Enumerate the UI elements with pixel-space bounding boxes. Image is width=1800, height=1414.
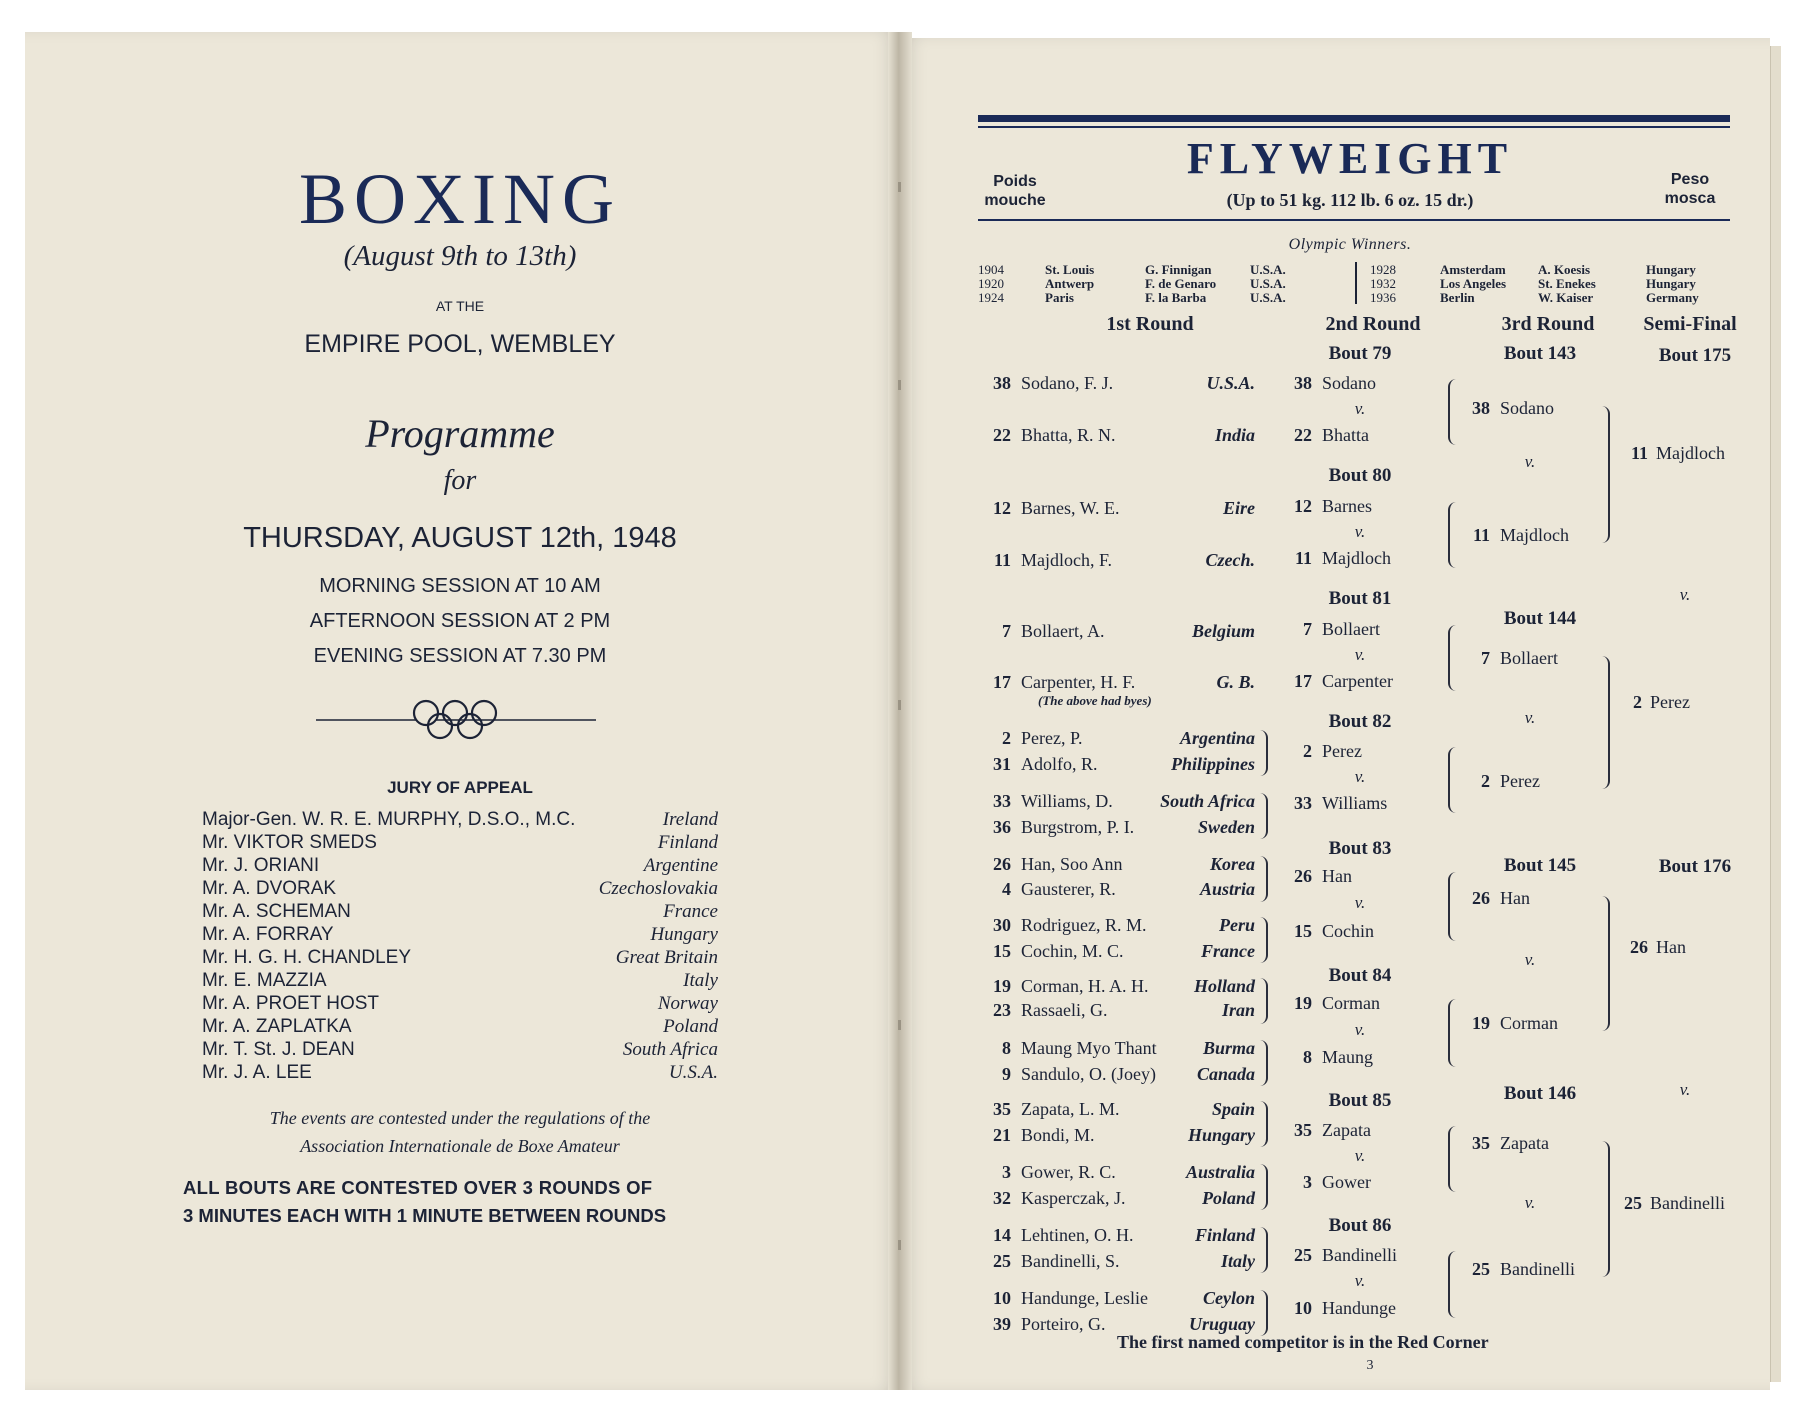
- winner-city: Paris: [1045, 290, 1074, 305]
- competitor-country: Finland: [1194, 1225, 1255, 1245]
- competitor-country: Burma: [1202, 1038, 1255, 1058]
- bout-bracket: [1448, 1126, 1458, 1192]
- competitor-name: Handunge, Leslie: [1021, 1288, 1148, 1308]
- competitor-name: Han, Soo Ann: [1021, 854, 1123, 874]
- olympic-rings-icon: [316, 696, 596, 742]
- pairing-bracket: [1260, 856, 1268, 902]
- pairing-bracket: [1260, 730, 1268, 776]
- jury-member-country: South Africa: [622, 1039, 718, 1060]
- winner-city: Antwerp: [1045, 276, 1095, 291]
- winner-name: F. la Barba: [1145, 290, 1207, 305]
- competitor-country: Ceylon: [1203, 1288, 1255, 1308]
- jury-member-name: Mr. J. A. LEE: [202, 1062, 312, 1083]
- binding-stitch: [898, 380, 901, 390]
- winner-country: Hungary: [1646, 262, 1696, 277]
- french-label: Poids: [993, 173, 1037, 190]
- competitor-number: 26: [1630, 937, 1648, 957]
- bout-label: Bout 176: [1658, 856, 1732, 877]
- jury-member-name: Mr. A. ZAPLATKA: [202, 1016, 352, 1037]
- competitor-number: 17: [993, 672, 1011, 692]
- competitor-number: 11: [1294, 548, 1312, 568]
- winner-country: Hungary: [1646, 276, 1696, 291]
- competitor-country: Iran: [1221, 1000, 1255, 1020]
- programme-date: THURSDAY, AUGUST 12th, 1948: [243, 522, 677, 554]
- spanish-label: Peso: [1670, 171, 1710, 188]
- page-edge: [1770, 46, 1781, 1382]
- bout-bracket: [1448, 999, 1458, 1067]
- competitor-number: 35: [1472, 1133, 1490, 1153]
- winner-country: U.S.A.: [1250, 262, 1286, 277]
- competitor-country: Peru: [1219, 915, 1255, 935]
- bout-bracket: [1448, 625, 1458, 691]
- competitor-country: U.S.A.: [1206, 373, 1255, 393]
- competitor-number: 8: [1303, 1047, 1312, 1067]
- competitor-name: Kasperczak, J.: [1021, 1188, 1126, 1208]
- winner-year: 1924: [978, 290, 1004, 305]
- competitor-number: 12: [1294, 496, 1312, 516]
- competitor-name: Lehtinen, O. H.: [1021, 1225, 1134, 1245]
- bout-bracket: [1448, 502, 1458, 568]
- session-time: EVENING SESSION AT 7.30 PM: [313, 645, 607, 667]
- bout-bracket: [1600, 1141, 1610, 1277]
- versus-label: v.: [1354, 893, 1366, 912]
- competitor-name: Bollaert: [1322, 619, 1380, 639]
- competitor-number: 39: [993, 1314, 1011, 1334]
- competitor-name: Maung: [1322, 1047, 1373, 1067]
- for-label: for: [443, 465, 477, 496]
- competitor-name: Carpenter, H. F.: [1021, 672, 1136, 692]
- red-corner-note: The first named competitor is in the Red Corner: [1117, 1332, 1489, 1352]
- jury-member-name: Mr. A. FORRAY: [202, 924, 334, 945]
- versus-label: v.: [1524, 950, 1536, 969]
- competitor-country: Holland: [1193, 976, 1255, 996]
- bout-bracket: [1600, 406, 1610, 543]
- bout-bracket: [1448, 1251, 1458, 1318]
- regulations-note: Association Internationale de Boxe Amateur: [300, 1136, 620, 1156]
- competitor-number: 2: [1481, 771, 1490, 791]
- competitor-number: 30: [993, 915, 1011, 935]
- bout-label: Bout 83: [1328, 838, 1392, 859]
- jury-member-name: Mr. H. G. H. CHANDLEY: [202, 947, 412, 968]
- competitor-name: Williams, D.: [1021, 791, 1113, 811]
- winner-year: 1936: [1370, 290, 1396, 305]
- competitor-number: 7: [1303, 619, 1312, 639]
- competitor-number: 33: [1294, 793, 1312, 813]
- competitor-name: Han: [1500, 888, 1530, 908]
- bout-bracket: [1600, 896, 1610, 1031]
- competitor-number: 3: [1002, 1162, 1011, 1182]
- competitor-name: Han: [1656, 937, 1686, 957]
- competitor-country: Argentina: [1179, 728, 1255, 748]
- weight-class-title: FLYWEIGHT: [1186, 134, 1514, 183]
- competitor-number: 26: [1294, 866, 1312, 886]
- winner-year: 1920: [978, 276, 1004, 291]
- competitor-number: 8: [1002, 1038, 1011, 1058]
- bout-label: Bout 85: [1328, 1090, 1392, 1111]
- round-header: 2nd Round: [1325, 313, 1421, 335]
- competitor-name: Sandulo, O. (Joey): [1021, 1064, 1156, 1084]
- competitor-number: 23: [993, 1000, 1011, 1020]
- jury-member-name: Mr. VIKTOR SMEDS: [202, 832, 377, 853]
- jury-member-country: U.S.A.: [668, 1062, 718, 1083]
- bout-label: Bout 145: [1503, 855, 1577, 876]
- competitor-number: 11: [1630, 443, 1648, 463]
- competitor-number: 12: [993, 498, 1011, 518]
- competitor-number: 11: [1472, 525, 1490, 545]
- bout-label: Bout 81: [1328, 588, 1392, 609]
- round-header: Semi-Final: [1643, 313, 1737, 335]
- bout-label: Bout 146: [1503, 1083, 1577, 1104]
- winners-heading: Olympic Winners.: [1288, 236, 1412, 253]
- regulations-note: The events are contested under the regulations of the: [269, 1108, 651, 1128]
- jury-member-country: Great Britain: [615, 947, 718, 968]
- competitor-name: Barnes: [1322, 496, 1372, 516]
- competitor-name: Han: [1322, 866, 1352, 886]
- winner-city: St. Louis: [1045, 262, 1095, 277]
- competitor-name: Zapata: [1322, 1120, 1371, 1140]
- competitor-number: 10: [1294, 1298, 1312, 1318]
- jury-member-name: Mr. A. SCHEMAN: [202, 901, 351, 922]
- competitor-number: 17: [1294, 671, 1312, 691]
- bout-label: Bout 82: [1328, 711, 1392, 732]
- venue: EMPIRE POOL, WEMBLEY: [304, 330, 616, 358]
- jury-member-country: Czechoslovakia: [598, 878, 718, 899]
- bout-label: Bout 143: [1503, 343, 1577, 364]
- versus-label: v.: [1354, 399, 1366, 418]
- competitor-name: Perez: [1322, 741, 1362, 761]
- competitor-name: Gower: [1322, 1172, 1371, 1192]
- competitor-name: Rodriguez, R. M.: [1021, 915, 1147, 935]
- competitor-number: 19: [1294, 993, 1312, 1013]
- winner-city: Amsterdam: [1440, 262, 1506, 277]
- french-label: mouche: [984, 192, 1046, 209]
- competitor-country: Belgium: [1191, 621, 1255, 641]
- jury-member-name: Mr. J. ORIANI: [202, 855, 320, 876]
- winner-name: W. Kaiser: [1538, 290, 1594, 305]
- competitor-number: 36: [993, 817, 1011, 837]
- competitor-name: Corman, H. A. H.: [1021, 976, 1149, 996]
- competitor-name: Sodano: [1322, 373, 1376, 393]
- winners-divider: [1355, 262, 1357, 304]
- jury-member-name: Mr. A. PROET HOST: [202, 993, 380, 1014]
- versus-label: v.: [1354, 1271, 1366, 1290]
- winner-year: 1932: [1370, 276, 1396, 291]
- competitor-number: 35: [993, 1099, 1011, 1119]
- pairing-bracket: [1260, 1290, 1268, 1336]
- competitor-number: 38: [993, 373, 1011, 393]
- competitor-country: Spain: [1211, 1099, 1255, 1119]
- binding-stitch: [898, 700, 901, 710]
- competitor-number: 21: [993, 1125, 1011, 1145]
- page-title: BOXING: [299, 159, 621, 239]
- binding-stitch: [898, 182, 901, 192]
- competitor-country: Philippines: [1170, 754, 1255, 774]
- competitor-country: Italy: [1221, 1251, 1255, 1271]
- competitor-name: Maung Myo Thant: [1021, 1038, 1157, 1058]
- competitor-country: Austria: [1199, 879, 1255, 899]
- competitor-country: G. B.: [1216, 672, 1255, 692]
- winner-city: Los Angeles: [1440, 276, 1507, 291]
- pairing-bracket: [1260, 1040, 1268, 1086]
- competitor-number: 10: [993, 1288, 1011, 1308]
- competitor-number: 33: [993, 791, 1011, 811]
- competitor-number: 35: [1294, 1120, 1312, 1140]
- competitor-name: Sodano: [1500, 398, 1554, 418]
- competitor-number: 38: [1294, 373, 1312, 393]
- competitor-number: 26: [993, 854, 1011, 874]
- jury-member-name: Major-Gen. W. R. E. MURPHY, D.S.O., M.C.: [202, 809, 576, 830]
- pairing-bracket: [1260, 1164, 1268, 1210]
- competitor-name: Burgstrom, P. I.: [1021, 817, 1135, 837]
- pairing-bracket: [1260, 1101, 1268, 1147]
- winner-name: A. Koesis: [1538, 262, 1590, 277]
- session-time: AFTERNOON SESSION AT 2 PM: [309, 610, 611, 632]
- rules-line: ALL BOUTS ARE CONTESTED OVER 3 ROUNDS OF: [183, 1177, 653, 1198]
- competitor-country: France: [1201, 941, 1255, 961]
- versus-label: v.: [1524, 1193, 1536, 1212]
- competitor-name: Bollaert: [1500, 648, 1558, 668]
- competitor-number: 2: [1633, 692, 1642, 712]
- competitor-country: Poland: [1201, 1188, 1255, 1208]
- weight-limit: (Up to 51 kg. 112 lb. 6 oz. 15 dr.): [1226, 190, 1474, 210]
- winner-name: St. Enekes: [1538, 276, 1596, 291]
- spanish-label: mosca: [1664, 190, 1716, 207]
- pairing-bracket: [1260, 978, 1268, 1024]
- winner-city: Berlin: [1440, 290, 1475, 305]
- bout-bracket: [1448, 379, 1458, 445]
- jury-member-name: Mr. A. DVORAK: [202, 878, 337, 899]
- competitor-country: Sweden: [1197, 817, 1255, 837]
- competitor-name: Bhatta: [1322, 425, 1369, 445]
- competitor-name: Gausterer, R.: [1021, 879, 1116, 899]
- competitor-country: Korea: [1210, 854, 1255, 874]
- competitor-number: 25: [1294, 1245, 1312, 1265]
- jury-member-country: Argentine: [643, 855, 718, 876]
- jury-member-country: France: [663, 901, 718, 922]
- competitor-name: Perez: [1500, 771, 1540, 791]
- book-gutter: [888, 32, 912, 1390]
- winner-country: U.S.A.: [1250, 276, 1286, 291]
- winner-year: 1904: [978, 262, 1004, 277]
- competitor-name: Majdloch, F.: [1021, 550, 1113, 570]
- versus-label: v.: [1524, 708, 1536, 727]
- competitor-number: 4: [1002, 879, 1011, 899]
- competitor-country: Australia: [1185, 1162, 1255, 1182]
- event-dates: (August 9th to 13th): [343, 240, 577, 272]
- jury-member-country: Hungary: [650, 924, 718, 945]
- pairing-bracket: [1260, 793, 1268, 839]
- competitor-name: Williams: [1322, 793, 1388, 813]
- competitor-name: Zapata: [1500, 1133, 1549, 1153]
- competitor-name: Gower, R. C.: [1021, 1162, 1116, 1182]
- competitor-number: 31: [993, 754, 1011, 774]
- jury-member-name: Mr. E. MAZZIA: [202, 970, 327, 991]
- page-number: 3: [1366, 1358, 1374, 1373]
- competitor-name: Corman: [1322, 993, 1380, 1013]
- jury-heading: JURY OF APPEAL: [387, 778, 533, 797]
- competitor-name: Perez: [1650, 692, 1690, 712]
- bout-bracket: [1448, 747, 1458, 813]
- competitor-number: 25: [1624, 1193, 1642, 1213]
- competitor-name: Sodano, F. J.: [1021, 373, 1114, 393]
- competitor-number: 19: [993, 976, 1011, 996]
- competitor-country: Canada: [1196, 1064, 1255, 1084]
- competitor-name: Barnes, W. E.: [1021, 498, 1120, 518]
- competitor-name: Bandinelli: [1500, 1259, 1575, 1279]
- pairing-bracket: [1260, 1227, 1268, 1273]
- competitor-name: Majdloch: [1322, 548, 1391, 568]
- winner-name: F. de Genaro: [1145, 276, 1217, 291]
- winner-country: U.S.A.: [1250, 290, 1286, 305]
- versus-label: v.: [1354, 522, 1366, 541]
- competitor-name: Bhatta, R. N.: [1021, 425, 1116, 445]
- competitor-name: Bandinelli, S.: [1021, 1251, 1120, 1271]
- competitor-number: 7: [1481, 648, 1490, 668]
- versus-label: v.: [1524, 452, 1536, 471]
- jury-member-name: Mr. T. St. J. DEAN: [202, 1039, 355, 1060]
- versus-label: v.: [1354, 645, 1366, 664]
- competitor-name: Perez, P.: [1021, 728, 1083, 748]
- competitor-number: 9: [1002, 1064, 1011, 1084]
- competitor-name: Cochin: [1322, 921, 1374, 941]
- winner-country: Germany: [1646, 290, 1699, 305]
- header-rule: [978, 219, 1730, 221]
- versus-label: v.: [1354, 1146, 1366, 1165]
- top-rule: [978, 115, 1730, 122]
- bout-label: Bout 79: [1328, 343, 1392, 364]
- competitor-country: India: [1214, 425, 1255, 445]
- bout-label: Bout 80: [1328, 465, 1392, 486]
- session-time: MORNING SESSION AT 10 AM: [319, 575, 601, 597]
- binding-stitch: [898, 1240, 901, 1250]
- competitor-number: 19: [1472, 1013, 1490, 1033]
- competitor-country: Czech.: [1205, 550, 1255, 570]
- round-header: 3rd Round: [1501, 313, 1595, 335]
- competitor-name: Bandinelli: [1650, 1193, 1725, 1213]
- competitor-country: Hungary: [1187, 1125, 1255, 1145]
- competitor-country: South Africa: [1160, 791, 1255, 811]
- competitor-name: Corman: [1500, 1013, 1558, 1033]
- rules-line: 3 MINUTES EACH WITH 1 MINUTE BETWEEN ROUNDS: [183, 1205, 667, 1226]
- winner-name: G. Finnigan: [1145, 262, 1212, 277]
- pairing-bracket: [1260, 917, 1268, 963]
- competitor-name: Zapata, L. M.: [1021, 1099, 1120, 1119]
- bout-label: Bout 86: [1328, 1215, 1392, 1236]
- versus-label: v.: [1679, 585, 1691, 604]
- competitor-number: 38: [1472, 398, 1490, 418]
- competitor-number: 3: [1303, 1172, 1312, 1192]
- bout-bracket: [1448, 872, 1458, 941]
- jury-member-country: Finland: [657, 832, 718, 853]
- competitor-name: Cochin, M. C.: [1021, 941, 1124, 961]
- jury-member-country: Ireland: [662, 809, 718, 830]
- programme-heading: Programme: [365, 411, 555, 456]
- competitor-name: Majdloch: [1500, 525, 1569, 545]
- competitor-number: 25: [993, 1251, 1011, 1271]
- bout-label: Bout 84: [1328, 965, 1392, 986]
- competitor-name: Adolfo, R.: [1021, 754, 1098, 774]
- competitor-name: Handunge: [1322, 1298, 1396, 1318]
- winner-year: 1928: [1370, 262, 1396, 277]
- competitor-name: Majdloch: [1656, 443, 1725, 463]
- versus-label: v.: [1679, 1080, 1691, 1099]
- competitor-number: 7: [1002, 621, 1011, 641]
- jury-member-country: Norway: [657, 993, 718, 1014]
- competitor-name: Bondi, M.: [1021, 1125, 1095, 1145]
- competitor-number: 2: [1303, 741, 1312, 761]
- competitor-number: 22: [993, 425, 1011, 445]
- bout-bracket: [1600, 656, 1610, 789]
- competitor-country: Uruguay: [1188, 1314, 1255, 1334]
- competitor-number: 15: [1294, 921, 1312, 941]
- competitor-name: Bollaert, A.: [1021, 621, 1105, 641]
- top-rule-thin: [978, 126, 1730, 128]
- at-the-label: AT THE: [435, 298, 485, 314]
- competitor-name: Carpenter: [1322, 671, 1393, 691]
- round-header: 1st Round: [1106, 313, 1194, 335]
- binding-stitch: [898, 1020, 901, 1030]
- bout-label: Bout 144: [1503, 608, 1577, 629]
- competitor-number: 2: [1002, 728, 1011, 748]
- competitor-number: 26: [1472, 888, 1490, 908]
- competitor-name: Rassaeli, G.: [1021, 1000, 1108, 1020]
- competitor-name: Porteiro, G.: [1021, 1314, 1106, 1334]
- byes-note: (The above had byes): [1038, 693, 1152, 708]
- competitor-number: 25: [1472, 1259, 1490, 1279]
- jury-member-country: Poland: [663, 1016, 718, 1037]
- competitor-number: 22: [1294, 425, 1312, 445]
- jury-member-country: Italy: [683, 970, 718, 991]
- versus-label: v.: [1354, 1020, 1366, 1039]
- bout-label: Bout 175: [1658, 345, 1732, 366]
- competitor-country: Eire: [1222, 498, 1255, 518]
- competitor-number: 15: [993, 941, 1011, 961]
- competitor-number: 11: [993, 550, 1011, 570]
- competitor-number: 14: [993, 1225, 1011, 1245]
- competitor-number: 32: [993, 1188, 1011, 1208]
- competitor-name: Bandinelli: [1322, 1245, 1397, 1265]
- versus-label: v.: [1354, 767, 1366, 786]
